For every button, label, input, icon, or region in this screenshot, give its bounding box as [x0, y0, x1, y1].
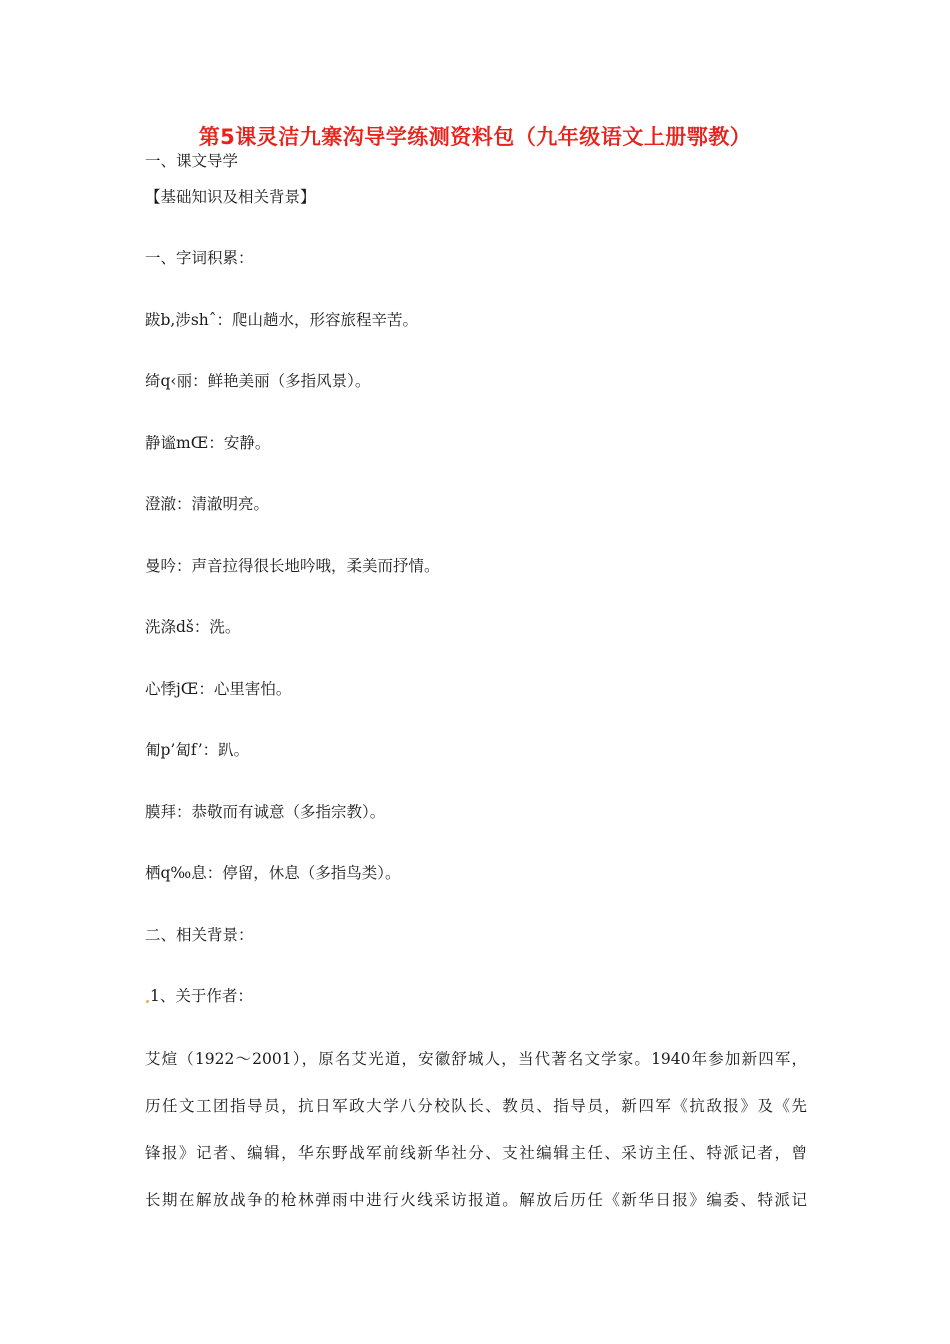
vocab-heading: 一、字词积累： — [145, 249, 254, 267]
subsection-heading: 【基础知识及相关背景】 — [145, 188, 316, 206]
vocab-item-9-text: 膜拜：恭敬而有诚意（多指宗教）。 — [145, 803, 386, 821]
vocab-item-3: 静谧mŒ：安静。 — [145, 434, 271, 452]
document-title: 第5课灵洁九寨沟导学练测资料包（九年级语文上册鄂教） — [198, 125, 752, 149]
vocab-item-5: 曼吟：声音拉得很长地吟哦，柔美而抒情。 — [145, 557, 440, 575]
author-line-1: 艾煊（1922～2001），原名艾光道，安徽舒城人，当代著名文学家。1940年参加新四军， — [145, 1050, 807, 1068]
vocab-item-9 — [145, 802, 385, 822]
author-paragraph — [145, 1036, 807, 1224]
author-heading — [145, 986, 253, 1006]
vocab-item-2: 绮q‹丽：鲜艳美丽（多指风景）。 — [145, 372, 371, 390]
author-line-4: 长期在解放战争的枪林弹雨中进行火线采访报道。解放后历任《新华日报》编委、特派记 — [145, 1191, 807, 1209]
vocab-item-4: 澄澈：清澈明亮。 — [145, 495, 270, 513]
vocab-item-1: 跋b,涉shˆ：爬山趟水，形容旅程辛苦。 — [145, 311, 419, 329]
edit-mark-icon — [146, 1000, 149, 1003]
author-line-3: 锋报》记者、编辑，华东野战军前线新华社分、支社编辑主任、采访主任、特派记者，曾 — [145, 1144, 807, 1162]
vocab-item-8: 匍p’匐f’：趴。 — [145, 741, 250, 759]
author-line-2: 历任文工团指导员，抗日军政大学八分校队长、教员、指导员，新四军《抗敌报》及《先 — [145, 1097, 807, 1115]
vocab-item-7: 心悸jŒ：心里害怕。 — [145, 680, 292, 698]
section-heading-guide: 一、课文导学 — [145, 152, 239, 170]
vocab-item-6: 洗涤dš：洗。 — [145, 618, 241, 636]
author-heading-text: 1、关于作者： — [150, 987, 253, 1005]
vocab-item-10: 栖q‰息：停留，休息（多指鸟类）。 — [145, 864, 401, 882]
background-heading: 二、相关背景： — [145, 926, 254, 944]
